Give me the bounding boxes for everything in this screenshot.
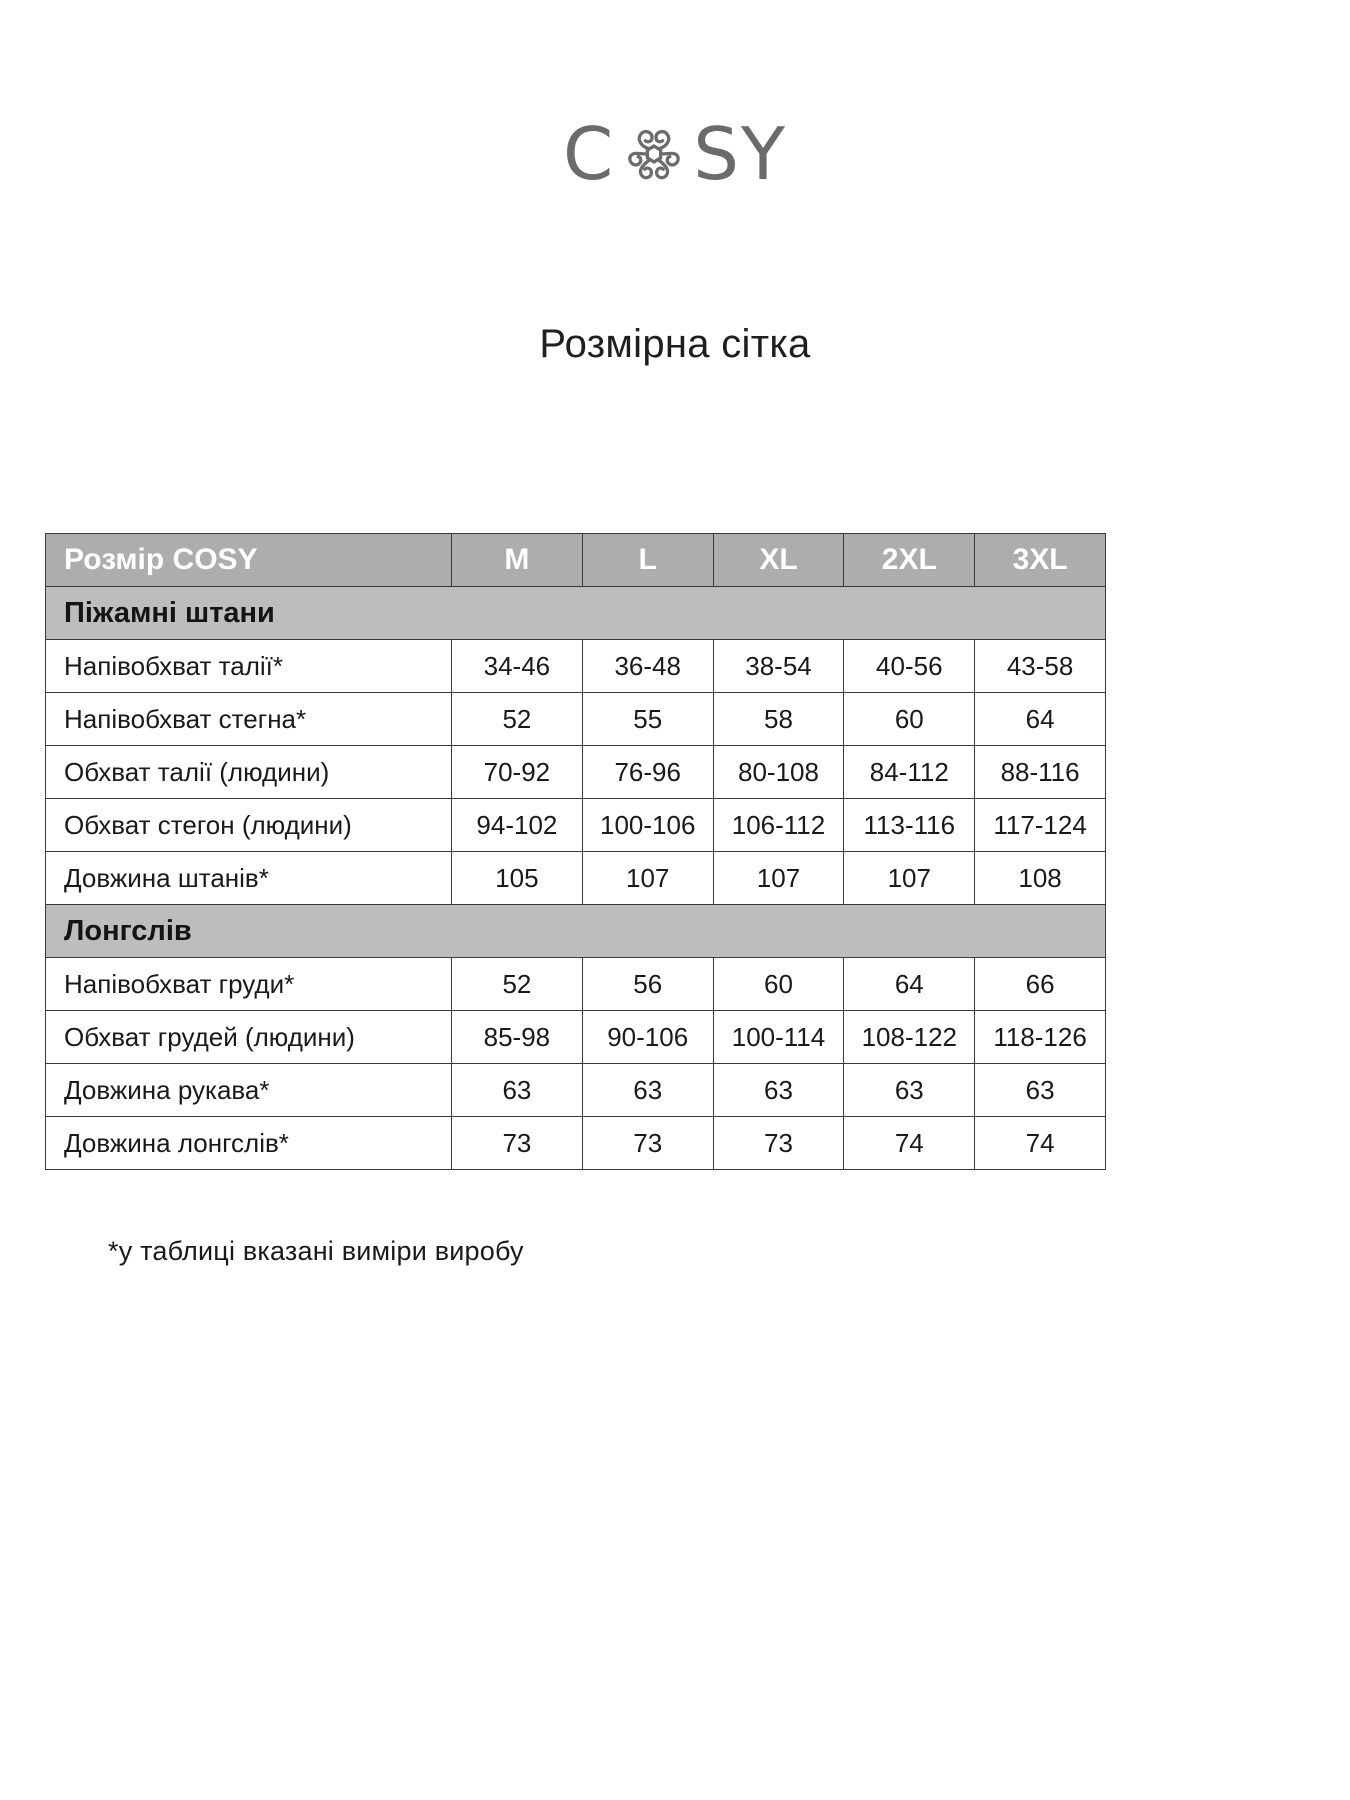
cell-value: 58 (713, 693, 844, 746)
row-label: Обхват стегон (людини) (46, 799, 452, 852)
row-label: Напівобхват стегна* (46, 693, 452, 746)
cell-value: 85-98 (452, 1011, 583, 1064)
row-label: Довжина лонгслів* (46, 1117, 452, 1170)
cell-value: 100-106 (582, 799, 713, 852)
section-title-longsleeve: Лонгслів (46, 905, 1106, 958)
cell-value: 90-106 (582, 1011, 713, 1064)
cell-value: 107 (844, 852, 975, 905)
cell-value: 63 (582, 1064, 713, 1117)
section-title-pants: Піжамні штани (46, 587, 1106, 640)
cell-value: 70-92 (452, 746, 583, 799)
table-row (46, 1117, 1106, 1170)
row-label: Обхват талії (людини) (46, 746, 452, 799)
size-chart-container (45, 533, 1105, 1170)
cell-value: 118-126 (975, 1011, 1106, 1064)
table-header-row (46, 534, 1106, 587)
cell-value: 107 (713, 852, 844, 905)
footnote-text: *у таблиці вказані виміри виробу (108, 1236, 524, 1266)
table-head (46, 534, 1106, 587)
cell-value: 74 (844, 1117, 975, 1170)
cell-value: 60 (844, 693, 975, 746)
cell-value: 84-112 (844, 746, 975, 799)
table-row (46, 693, 1106, 746)
logo-letter-c: C (563, 112, 616, 196)
table-row (46, 799, 1106, 852)
cell-value: 63 (713, 1064, 844, 1117)
cell-value: 64 (975, 693, 1106, 746)
cell-value: 36-48 (582, 640, 713, 693)
row-label: Обхват грудей (людини) (46, 1011, 452, 1064)
table-row (46, 1011, 1106, 1064)
table-row (46, 746, 1106, 799)
row-label: Довжина штанів* (46, 852, 452, 905)
cell-value: 105 (452, 852, 583, 905)
header-cell-size-2xl: 2XL (844, 534, 975, 587)
cell-value: 38-54 (713, 640, 844, 693)
section-header-row (46, 587, 1106, 640)
brand-logo (0, 0, 1350, 196)
header-cell-size-m: M (452, 534, 583, 587)
cell-value: 52 (452, 693, 583, 746)
cell-value: 106-112 (713, 799, 844, 852)
size-chart-table (45, 533, 1106, 1170)
cell-value: 64 (844, 958, 975, 1011)
table-body (46, 587, 1106, 1170)
cell-value: 73 (582, 1117, 713, 1170)
cell-value: 60 (713, 958, 844, 1011)
row-label: Довжина рукава* (46, 1064, 452, 1117)
cell-value: 117-124 (975, 799, 1106, 852)
flower-pinwheel-icon (621, 121, 687, 187)
table-row (46, 958, 1106, 1011)
cell-value: 34-46 (452, 640, 583, 693)
header-cell-label: Розмір COSY (46, 534, 452, 587)
cell-value: 43-58 (975, 640, 1106, 693)
header-cell-size-xl: XL (713, 534, 844, 587)
page-title: Розмірна сітка (539, 322, 811, 366)
cell-value: 108-122 (844, 1011, 975, 1064)
row-label: Напівобхват талії* (46, 640, 452, 693)
cell-value: 94-102 (452, 799, 583, 852)
cell-value: 100-114 (713, 1011, 844, 1064)
table-row (46, 1064, 1106, 1117)
cell-value: 74 (975, 1117, 1106, 1170)
cell-value: 56 (582, 958, 713, 1011)
cell-value: 73 (713, 1117, 844, 1170)
cell-value: 55 (582, 693, 713, 746)
cosy-wordmark (563, 112, 787, 196)
cell-value: 113-116 (844, 799, 975, 852)
row-label: Напівобхват груди* (46, 958, 452, 1011)
logo-letters-sy: SY (693, 112, 787, 196)
cell-value: 88-116 (975, 746, 1106, 799)
cell-value: 108 (975, 852, 1106, 905)
cell-value: 52 (452, 958, 583, 1011)
cell-value: 80-108 (713, 746, 844, 799)
table-row (46, 640, 1106, 693)
cell-value: 40-56 (844, 640, 975, 693)
cell-value: 73 (452, 1117, 583, 1170)
cell-value: 63 (452, 1064, 583, 1117)
cell-value: 63 (975, 1064, 1106, 1117)
table-row (46, 852, 1106, 905)
header-cell-size-3xl: 3XL (975, 534, 1106, 587)
cell-value: 66 (975, 958, 1106, 1011)
section-header-row (46, 905, 1106, 958)
cell-value: 76-96 (582, 746, 713, 799)
header-cell-size-l: L (582, 534, 713, 587)
cell-value: 63 (844, 1064, 975, 1117)
cell-value: 107 (582, 852, 713, 905)
